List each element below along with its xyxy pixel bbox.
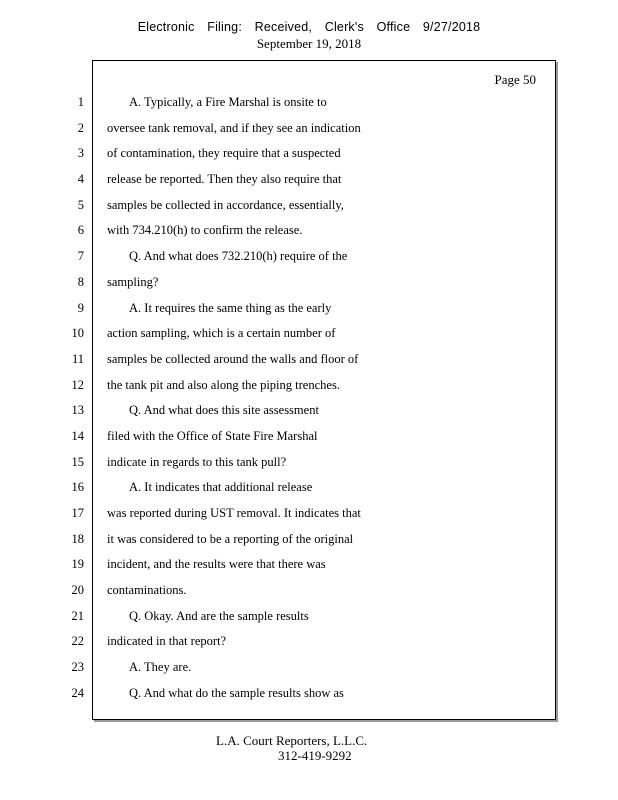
transcript-line: was reported during UST removal. It indicates that (107, 506, 361, 520)
transcript-line: sampling? (107, 274, 159, 289)
line-number-column (60, 94, 84, 711)
line-number: 7 (77, 249, 84, 264)
transcript-line: Q. And what do the sample results show as (129, 685, 344, 700)
line-number: 10 (71, 326, 84, 341)
line-number: 19 (71, 557, 84, 572)
transcript-line: A. Typically, a Fire Marshal is onsite to (129, 95, 327, 109)
transcript-line: Q. And what does this site assessment (129, 403, 319, 418)
line-number: 17 (71, 506, 84, 520)
line-number: 22 (71, 634, 84, 649)
transcript-line: of contamination, they require that a suspected (107, 146, 341, 161)
line-number: 21 (71, 608, 84, 623)
line-number: 13 (71, 403, 84, 418)
line-number: 16 (71, 480, 84, 495)
line-number: 5 (77, 197, 84, 212)
transcript-line: incident, and the results were that there was (107, 557, 326, 572)
transcript-line: with 734.210(h) to confirm the release. (107, 223, 303, 238)
transcript-line: samples be collected in accordance, essentially, (107, 197, 344, 212)
line-number: 3 (77, 146, 84, 161)
transcript-line: oversee tank removal, and if they see an indication (107, 120, 361, 135)
line-number: 11 (71, 351, 84, 366)
court-reporter-phone: 312-419-9292 (278, 748, 352, 763)
transcript-line: indicate in regards to this tank pull? (107, 454, 287, 469)
transcript-line: release be reported. Then they also require that (107, 172, 342, 187)
line-number: 14 (71, 428, 84, 443)
transcript-line: it was considered to be a reporting of the original (107, 531, 354, 546)
transcript-line: the tank pit and also along the piping trenches. (107, 377, 340, 392)
transcript-line: contaminations. (107, 583, 187, 598)
transcript-line: samples be collected around the walls and floor of (107, 351, 359, 366)
line-number: 12 (71, 377, 84, 392)
line-number: 20 (71, 583, 84, 598)
page-number: Page 50 (494, 72, 536, 87)
transcript-text (107, 94, 547, 711)
transcript-line: A. It requires the same thing as the early (129, 300, 332, 315)
line-number: 23 (71, 660, 84, 675)
transcript-line: filed with the Office of State Fire Marshal (107, 428, 318, 443)
transcript-line: Q. And what does 732.210(h) require of the (129, 249, 348, 264)
line-number: 8 (77, 274, 84, 289)
received-date: September 19, 2018 (256, 36, 362, 51)
transcript-line: action sampling, which is a certain number of (107, 326, 336, 341)
transcript-line: indicated in that report? (107, 634, 227, 649)
line-number: 1 (77, 95, 84, 109)
court-reporter-name: L.A. Court Reporters, L.L.C. (216, 733, 368, 748)
transcript-line: A. They are. (129, 660, 192, 675)
line-number: 2 (77, 120, 84, 135)
transcript-line: Q. Okay. And are the sample results (129, 608, 309, 623)
line-number: 24 (71, 685, 84, 700)
electronic-filing-stamp: Electronic Filing: Received, Clerk's Office 9/27/2018 (137, 20, 481, 34)
line-number: 15 (71, 454, 84, 469)
line-number: 4 (77, 172, 84, 187)
line-number: 9 (77, 300, 84, 315)
line-number: 18 (71, 531, 84, 546)
line-number: 6 (77, 223, 84, 238)
transcript-line: A. It indicates that additional release (129, 480, 313, 495)
